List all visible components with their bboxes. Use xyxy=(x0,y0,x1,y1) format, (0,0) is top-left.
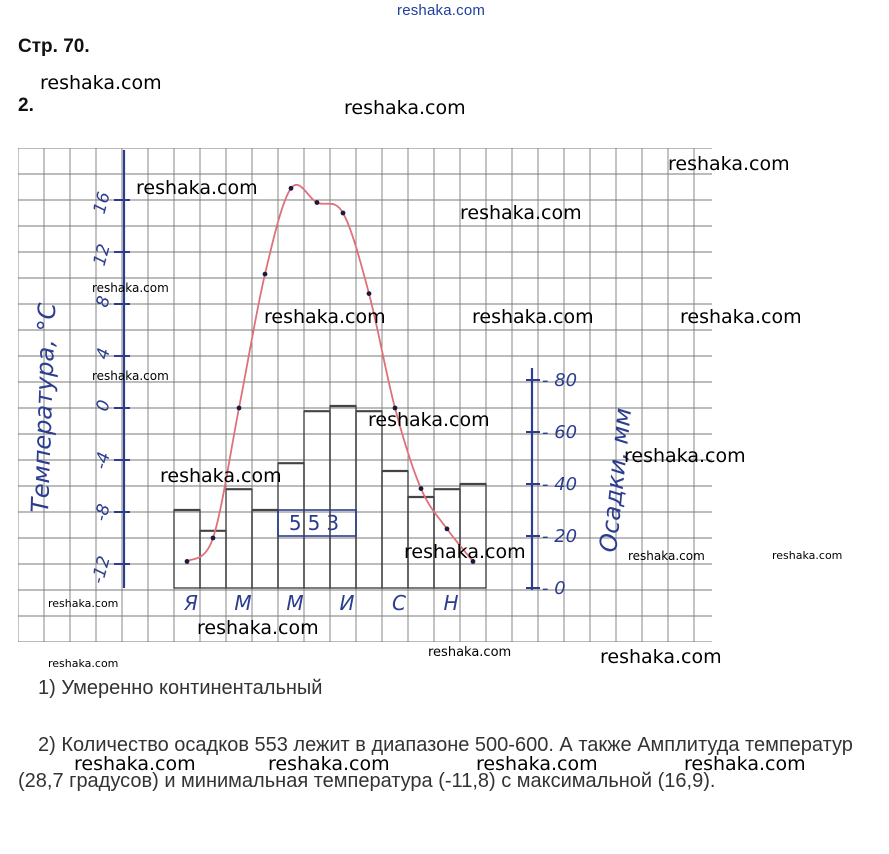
left-axis-tick-label: 16 xyxy=(89,189,115,217)
watermark: reshaka.com xyxy=(344,97,466,119)
watermark: reshaka.com xyxy=(460,202,582,224)
temperature-point xyxy=(289,186,294,191)
temperature-point xyxy=(263,272,268,277)
right-axis-tick-label: - 0 xyxy=(542,578,566,599)
left-axis-tick-label: 4 xyxy=(92,345,115,362)
right-axis-tick-label: - 40 xyxy=(542,474,578,495)
temperature-point xyxy=(211,536,216,541)
month-label: М xyxy=(286,591,304,615)
temperature-point xyxy=(237,406,242,411)
month-label: Я xyxy=(184,591,198,615)
climate-chart-svg xyxy=(18,148,712,642)
right-axis-tick-label: - 80 xyxy=(542,370,578,391)
watermark: reshaka.com xyxy=(268,753,390,775)
watermark: reshaka.com xyxy=(48,657,119,670)
watermark: reshaka.com xyxy=(264,306,386,328)
month-label: С xyxy=(392,591,406,615)
watermark: reshaka.com xyxy=(136,177,258,199)
top-watermark: reshaka.com xyxy=(397,2,486,19)
answer-2: 2) Количество осадков 553 лежит в диапазоне 500-600. А также Амплитуда температур (28,7 градусов) и минимальная температура (-11,8) с максимальной (16,9). xyxy=(18,734,853,792)
total-precip-label: 553 xyxy=(288,511,346,535)
left-axis-tick-label: 12 xyxy=(89,241,115,269)
temperature-point xyxy=(185,559,190,564)
watermark: reshaka.com xyxy=(160,465,282,487)
watermark: reshaka.com xyxy=(404,541,526,563)
watermark: reshaka.com xyxy=(472,306,594,328)
temperature-point xyxy=(341,211,346,216)
watermark: reshaka.com xyxy=(600,646,722,668)
answer-1: 1) Умеренно континентальный xyxy=(38,677,323,699)
watermark: reshaka.com xyxy=(624,445,746,467)
left-axis-tick-label: 0 xyxy=(92,397,115,414)
watermark: reshaka.com xyxy=(40,72,162,94)
month-label: М xyxy=(234,591,252,615)
right-axis-tick-label: - 20 xyxy=(542,526,578,547)
watermark: reshaka.com xyxy=(680,306,802,328)
left-axis-tick-label: -8 xyxy=(90,501,115,524)
temperature-point xyxy=(367,291,372,296)
temperature-point xyxy=(315,200,320,205)
watermark: reshaka.com xyxy=(197,617,319,639)
temperature-point xyxy=(445,527,450,532)
left-axis-title: Температура, °С xyxy=(26,302,62,514)
watermark: reshaka.com xyxy=(92,281,169,295)
watermark: reshaka.com xyxy=(74,753,196,775)
watermark: reshaka.com xyxy=(684,753,806,775)
right-axis-tick-label: - 60 xyxy=(542,422,578,443)
left-axis-tick-label: -4 xyxy=(90,449,115,472)
watermark: reshaka.com xyxy=(428,645,512,660)
climate-chart xyxy=(18,148,712,642)
watermark: reshaka.com xyxy=(628,549,705,563)
page-title: Стр. 70. xyxy=(18,36,90,57)
month-label: Н xyxy=(443,591,459,615)
left-axis-tick-label: -12 xyxy=(88,553,115,586)
month-label: И xyxy=(339,591,355,615)
watermark: reshaka.com xyxy=(772,549,843,562)
temperature-point xyxy=(419,486,424,491)
watermark: reshaka.com xyxy=(48,597,119,610)
task-number: 2. xyxy=(18,95,34,116)
watermark: reshaka.com xyxy=(476,753,598,775)
watermark: reshaka.com xyxy=(668,153,790,175)
right-axis-title: Осадки, мм xyxy=(594,406,638,554)
watermark: reshaka.com xyxy=(92,369,169,383)
watermark: reshaka.com xyxy=(368,409,490,431)
left-axis-tick-label: 8 xyxy=(92,293,115,310)
